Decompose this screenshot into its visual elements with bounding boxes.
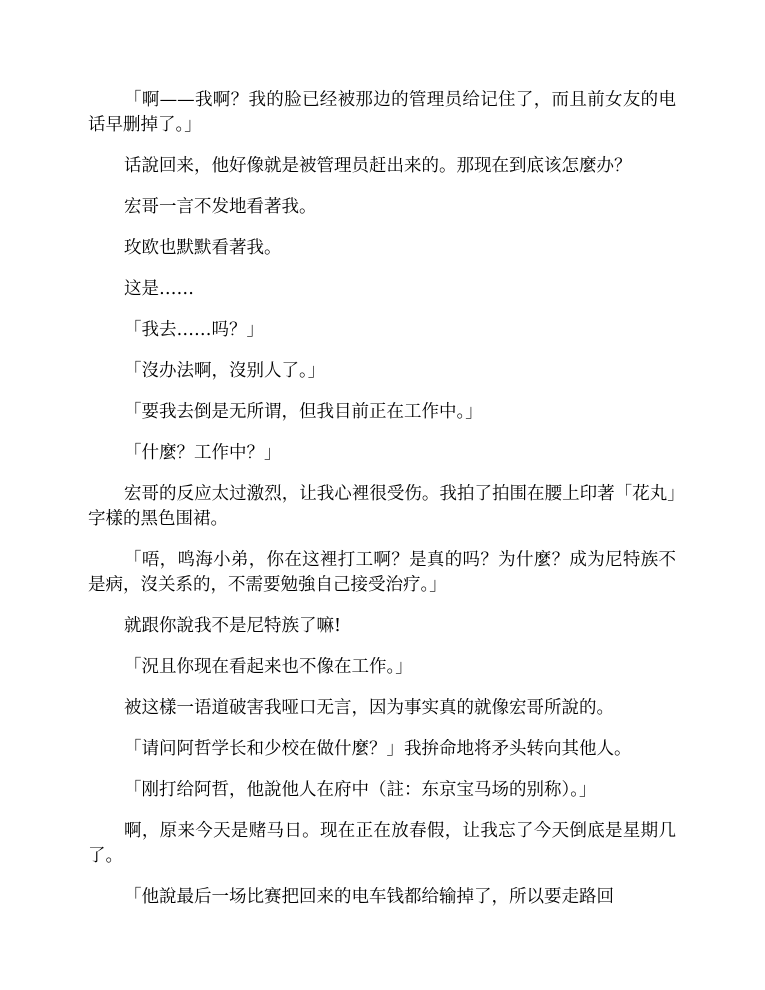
paragraph: 宏哥一言不发地看著我。 [124,197,317,217]
paragraph: 宏哥的反应太过激烈，让我心裡很受伤。我拍了拍围在腰上印著「花丸」字樣的黑色围裙。 [88,484,676,529]
paragraph: 就跟你說我不是尼特族了嘛! [124,616,342,636]
paragraph: 「什麼？工作中？」 [124,443,282,463]
paragraph: 这是…… [124,279,194,299]
paragraph: 玫欧也默默看著我。 [124,238,282,258]
paragraph: 话說回来，他好像就是被管理员赶出来的。那现在到底该怎麼办？ [124,156,632,176]
paragraph: 「我去……吗？」 [124,320,264,340]
paragraph: 「他說最后一场比赛把回来的电车钱都给输掉了，所以要走路回 [124,887,614,907]
paragraph: 「唔，鸣海小弟，你在这裡打工啊？是真的吗？为什麼？成为尼特族不是病，沒关系的，不需要勉強自己接受治疗。」 [88,550,676,595]
document-page [88,88,676,926]
paragraph: 啊，原来今天是赌马日。现在正在放春假，让我忘了今天倒底是星期几了。 [88,821,676,866]
paragraph: 「刚打给阿哲，他說他人在府中（註：东京宝马场的别称）。」 [124,780,597,800]
paragraph: 被这樣一语道破害我哑口无言，因为事实真的就像宏哥所說的。 [124,698,614,718]
paragraph: 「啊——我啊？我的脸已经被那边的管理员给记住了，而且前女友的电话早删掉了。」 [88,90,676,135]
paragraph: 「请问阿哲学长和少校在做什麼？」我拚命地将矛头转向其他人。 [124,739,632,759]
paragraph: 「沒办法啊，沒别人了。」 [124,361,326,381]
paragraph: 「要我去倒是无所谓，但我目前正在工作中。」 [124,402,483,422]
paragraph: 「況且你现在看起来也不像在工作。」 [124,657,413,677]
